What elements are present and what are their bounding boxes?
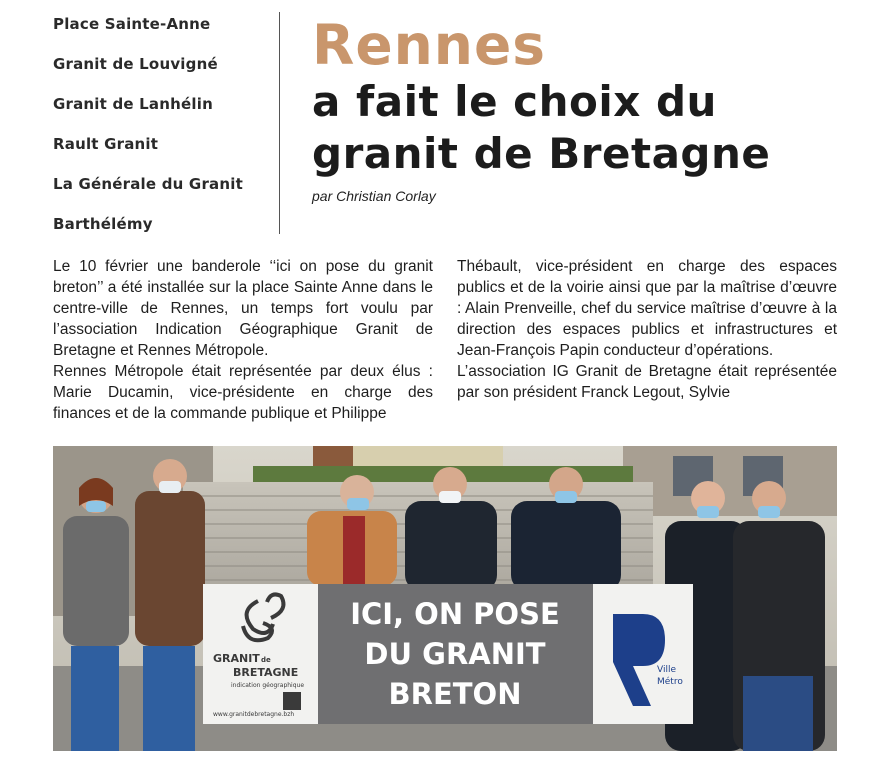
sidebar-item-la-generale-du-granit: La Générale du Granit [53,175,243,193]
sidebar-item-place-sainte-anne: Place Sainte-Anne [53,15,211,33]
stone-building-right [623,446,837,516]
paragraph: Rennes Métropole était représentée par deux élus : Marie Ducamin, vice-présidente en charge des finances et de la commande publique et Philippe [53,363,433,422]
sidebar-list [53,12,283,252]
sidebar-item-granit-de-lanhelin: Granit de Lanhélin [53,95,213,113]
sidebar-item-granit-de-louvigne: Granit de Louvigné [53,55,218,73]
body-column-right [457,256,837,403]
banner-line-3: BRETON [388,677,522,711]
banner-line-2: DU GRANIT [364,637,546,671]
article-photo [53,446,837,751]
brand-granit: GRANIT [213,652,260,665]
paragraph: Thébault, vice-président en charge des espaces publics et de la voirie ainsi que par la maîtrise d’œuvre : Alain Prenveille, chef du service maîtrise d’œuvre à la direction des espaces publics et infrastructures et Jean-François Papin conducteur d’opérations. [457,258,837,359]
headline-block [312,14,872,204]
paragraph: Le 10 février une banderole ‘‘ici on pose du granit breton’’ a été installée sur la place Sainte Anne dans le centre-ville de Rennes, un temps fort voulu par l’association Indication Géographique Granit de Bretagne et Rennes Métropole. [53,258,433,359]
sidebar-item-rault-granit: Rault Granit [53,135,159,153]
photo-illustration [53,446,837,751]
brand-bretagne: BRETAGNE [233,666,299,679]
sidebar-item-barthelemy: Barthélémy [53,215,153,233]
banner-line-1: ICI, ON POSE [350,597,560,631]
headline-city: Rennes [312,13,547,77]
metropole-label: Métro [657,677,683,687]
headline-line-1: a fait le choix du [312,77,717,126]
vertical-divider [279,12,280,234]
headline-line-2: granit de Bretagne [312,129,771,178]
paragraph: L’association IG Granit de Bretagne était représentée par son président Franck Legout, Sylvie [457,363,837,401]
ville-label: Ville [657,665,676,675]
banner [203,584,693,724]
brand-de: de [261,656,271,664]
banner-website: www.granitdebretagne.bzh [213,711,295,718]
brand-small: indication géographique [231,682,305,689]
byline: par Christian Corlay [312,188,436,204]
body-column-left [53,256,433,424]
qr-code-icon [283,692,301,710]
